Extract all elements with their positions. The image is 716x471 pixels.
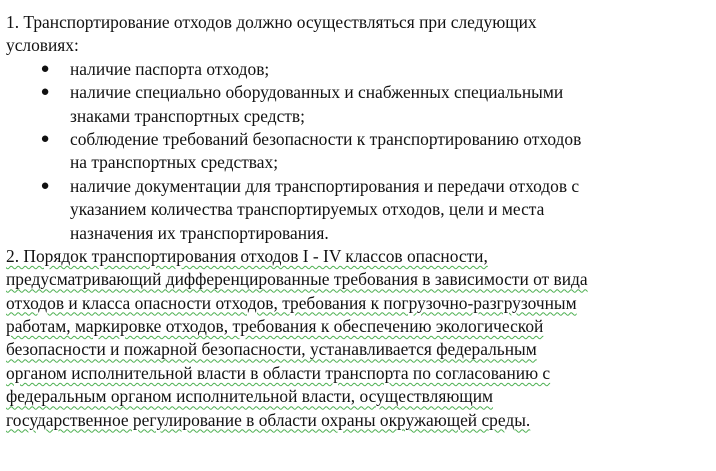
list-item-text: указанием количества транспортируемых отходов, цели и места — [70, 199, 545, 220]
section-2-line: федеральным органом исполнительной власти, осуществляющим — [6, 386, 494, 407]
section-2-line: органом исполнительной власти в области транспорта по согласованию с — [6, 362, 551, 383]
list-item-text: на транспортных средствах; — [70, 152, 279, 173]
document-body — [6, 11, 712, 432]
section-2-line: предусматривающий дифференцированные требования в зависимости от вида — [6, 269, 588, 290]
section-1-line-1: 1. Транспортирование отходов должно осуществляться при следующих — [6, 12, 537, 32]
list-item-text: наличие специально оборудованных и снабженных специальными — [70, 82, 564, 103]
list-item — [6, 175, 712, 245]
list-item-text: знаками транспортных средств; — [70, 105, 305, 126]
list-item-text: назначения их транспортирования. — [70, 222, 329, 243]
section-2-paragraph — [6, 245, 712, 432]
list-item — [6, 58, 712, 81]
bullet-icon: ● — [40, 130, 50, 147]
section-2-line: государственное регулирование в области охраны окружающей среды. — [6, 409, 531, 430]
bullet-icon: ● — [40, 60, 50, 77]
list-item-text: наличие документации для транспортирования и передачи отходов с — [70, 175, 580, 196]
bullet-icon: ● — [40, 177, 50, 194]
list-item — [6, 81, 712, 128]
bullet-icon: ● — [40, 84, 50, 101]
list-item-text: соблюдение требований безопасности к транспортированию отходов — [70, 128, 582, 149]
section-2-line: безопасности и пожарной безопасности, устанавливается федеральным — [6, 339, 537, 360]
section-2-line: отходов и класса опасности отходов, требования к погрузочно-разгрузочным — [6, 292, 577, 313]
section-1-line-2: условиях: — [6, 35, 79, 56]
list-item-text: наличие паспорта отходов; — [70, 58, 270, 79]
section-2-line: 2. Порядок транспортирования отходов I - IV классов опасности, — [6, 245, 488, 266]
bullet-list — [6, 58, 712, 245]
section-2-line: работам, маркировке отходов, требования к обеспечению экологической — [6, 316, 544, 337]
list-item — [6, 128, 712, 175]
